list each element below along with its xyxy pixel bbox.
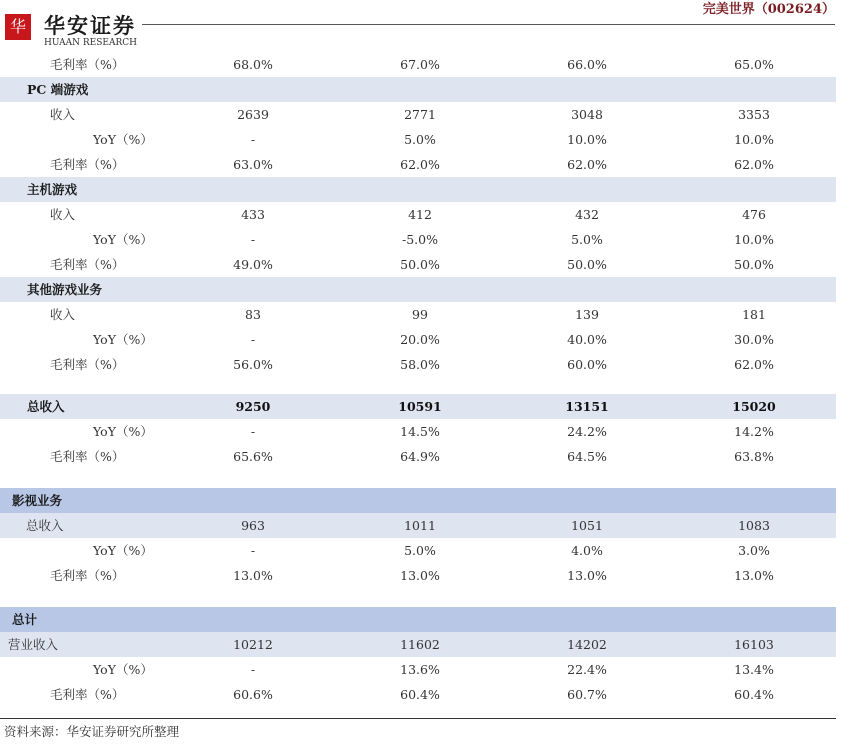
section-header-row (0, 277, 836, 302)
company-name-cn: 华安证券 (44, 13, 136, 38)
section-label: 总计 (12, 612, 38, 627)
spacer-row (0, 377, 836, 394)
section-header-row (0, 607, 836, 632)
value-cell: 67.0% (400, 57, 440, 72)
value-cell: 10.0% (734, 232, 774, 247)
value-cell: 62.0% (734, 157, 774, 172)
value-cell: 64.9% (400, 449, 440, 464)
row-label: 毛利率（%） (50, 257, 125, 272)
value-cell: 24.2% (567, 424, 607, 439)
value-cell: 56.0% (233, 357, 273, 372)
report-header (0, 0, 865, 52)
table-row (0, 327, 836, 352)
value-cell: 60.4% (400, 687, 440, 702)
value-cell: 50.0% (567, 257, 607, 272)
row-label: YoY（%） (93, 543, 153, 558)
section-label: 总收入 (27, 399, 65, 414)
row-label: YoY（%） (93, 424, 153, 439)
value-cell: 3048 (571, 107, 603, 122)
value-cell: 60.6% (233, 687, 273, 702)
table-row (0, 682, 836, 707)
row-label: YoY（%） (93, 232, 153, 247)
row-label: 营业收入 (8, 637, 59, 652)
section-label: 主机游戏 (27, 182, 78, 197)
row-label: 收入 (50, 207, 76, 222)
section-label: 其他游戏业务 (27, 282, 103, 297)
value-cell: 16103 (734, 637, 774, 652)
value-cell: 1051 (571, 518, 603, 533)
value-cell: 1011 (404, 518, 436, 533)
section-header-row (0, 77, 836, 102)
value-cell: 10591 (398, 399, 442, 414)
value-cell: 58.0% (400, 357, 440, 372)
table-row (0, 202, 836, 227)
value-cell: 22.4% (567, 662, 607, 677)
total-row (0, 394, 836, 419)
value-cell: 5.0% (404, 543, 436, 558)
table-row (0, 657, 836, 682)
value-cell: 10.0% (567, 132, 607, 147)
company-name-en: HUAAN RESEARCH (44, 38, 137, 48)
table-row (0, 252, 836, 277)
value-cell: 60.0% (567, 357, 607, 372)
financial-table (0, 52, 836, 707)
value-cell: -5.0% (402, 232, 438, 247)
table-row (0, 127, 836, 152)
row-label: YoY（%） (93, 332, 153, 347)
value-cell: 412 (408, 207, 432, 222)
table-row (0, 352, 836, 377)
row-label: 毛利率（%） (50, 568, 125, 583)
table-row (0, 563, 836, 588)
section-label: 影视业务 (12, 493, 63, 508)
table-row (0, 538, 836, 563)
value-cell: - (250, 424, 256, 439)
value-cell: 9250 (235, 399, 271, 414)
value-cell: 66.0% (567, 57, 607, 72)
section-header-row (0, 177, 836, 202)
table-row (0, 302, 836, 327)
row-label: 毛利率（%） (50, 449, 125, 464)
section-header-row (0, 488, 836, 513)
report-title: 完美世界（002624） (702, 2, 835, 17)
value-cell: 64.5% (567, 449, 607, 464)
value-cell: 14.5% (400, 424, 440, 439)
company-logo-icon: 华 (5, 14, 31, 40)
spacer-row (0, 469, 836, 488)
section-label: PC 端游戏 (27, 82, 89, 97)
value-cell: 13.0% (400, 568, 440, 583)
spacer-row (0, 588, 836, 607)
table-row (0, 52, 836, 77)
value-cell: 13.0% (233, 568, 273, 583)
value-cell: 50.0% (400, 257, 440, 272)
row-label: 毛利率（%） (50, 157, 125, 172)
table-row (0, 152, 836, 177)
value-cell: 4.0% (571, 543, 603, 558)
value-cell: 83 (245, 307, 261, 322)
value-cell: 65.6% (233, 449, 273, 464)
value-cell: 60.7% (567, 687, 607, 702)
value-cell: 13.6% (400, 662, 440, 677)
value-cell: 63.8% (734, 449, 774, 464)
value-cell: 476 (742, 207, 766, 222)
value-cell: 60.4% (734, 687, 774, 702)
table-row (0, 102, 836, 127)
value-cell: 10.0% (734, 132, 774, 147)
value-cell: 63.0% (233, 157, 273, 172)
value-cell: 49.0% (233, 257, 273, 272)
value-cell: 13.4% (734, 662, 774, 677)
row-label: YoY（%） (93, 132, 153, 147)
row-label: YoY（%） (93, 662, 153, 677)
row-label: 收入 (50, 307, 76, 322)
value-cell: 10212 (233, 637, 273, 652)
value-cell: 15020 (732, 399, 776, 414)
value-cell: 13151 (565, 399, 609, 414)
value-cell: 30.0% (734, 332, 774, 347)
row-label: 毛利率（%） (50, 357, 125, 372)
value-cell: 62.0% (734, 357, 774, 372)
value-cell: 181 (742, 307, 766, 322)
table-bottom-divider (0, 718, 836, 719)
value-cell: 5.0% (404, 132, 436, 147)
value-cell: 963 (241, 518, 265, 533)
value-cell: 13.0% (567, 568, 607, 583)
value-cell: 3.0% (738, 543, 770, 558)
value-cell: 62.0% (400, 157, 440, 172)
row-label: 毛利率（%） (50, 687, 125, 702)
value-cell: 14.2% (734, 424, 774, 439)
row-label: 毛利率（%） (50, 57, 125, 72)
value-cell: 99 (412, 307, 428, 322)
table-row (0, 227, 836, 252)
table-row (0, 632, 836, 657)
value-cell: 14202 (567, 637, 607, 652)
value-cell: - (250, 543, 256, 558)
value-cell: 139 (575, 307, 599, 322)
row-label: 收入 (50, 107, 76, 122)
value-cell: 50.0% (734, 257, 774, 272)
value-cell: 13.0% (734, 568, 774, 583)
value-cell: 2771 (404, 107, 436, 122)
value-cell: 2639 (237, 107, 269, 122)
value-cell: - (250, 332, 256, 347)
source-note: 资料来源：华安证券研究所整理 (4, 724, 180, 739)
value-cell: 68.0% (233, 57, 273, 72)
value-cell: 1083 (738, 518, 770, 533)
value-cell: 65.0% (734, 57, 774, 72)
value-cell: - (250, 232, 256, 247)
value-cell: 3353 (738, 107, 770, 122)
value-cell: - (250, 132, 256, 147)
table-row (0, 444, 836, 469)
table-row (0, 513, 836, 538)
table-row (0, 419, 836, 444)
value-cell: 20.0% (400, 332, 440, 347)
value-cell: 433 (241, 207, 265, 222)
value-cell: 62.0% (567, 157, 607, 172)
header-divider (142, 24, 835, 25)
row-label: 总收入 (26, 518, 64, 533)
value-cell: 432 (575, 207, 599, 222)
value-cell: 40.0% (567, 332, 607, 347)
value-cell: - (250, 662, 256, 677)
value-cell: 5.0% (571, 232, 603, 247)
value-cell: 11602 (400, 637, 440, 652)
